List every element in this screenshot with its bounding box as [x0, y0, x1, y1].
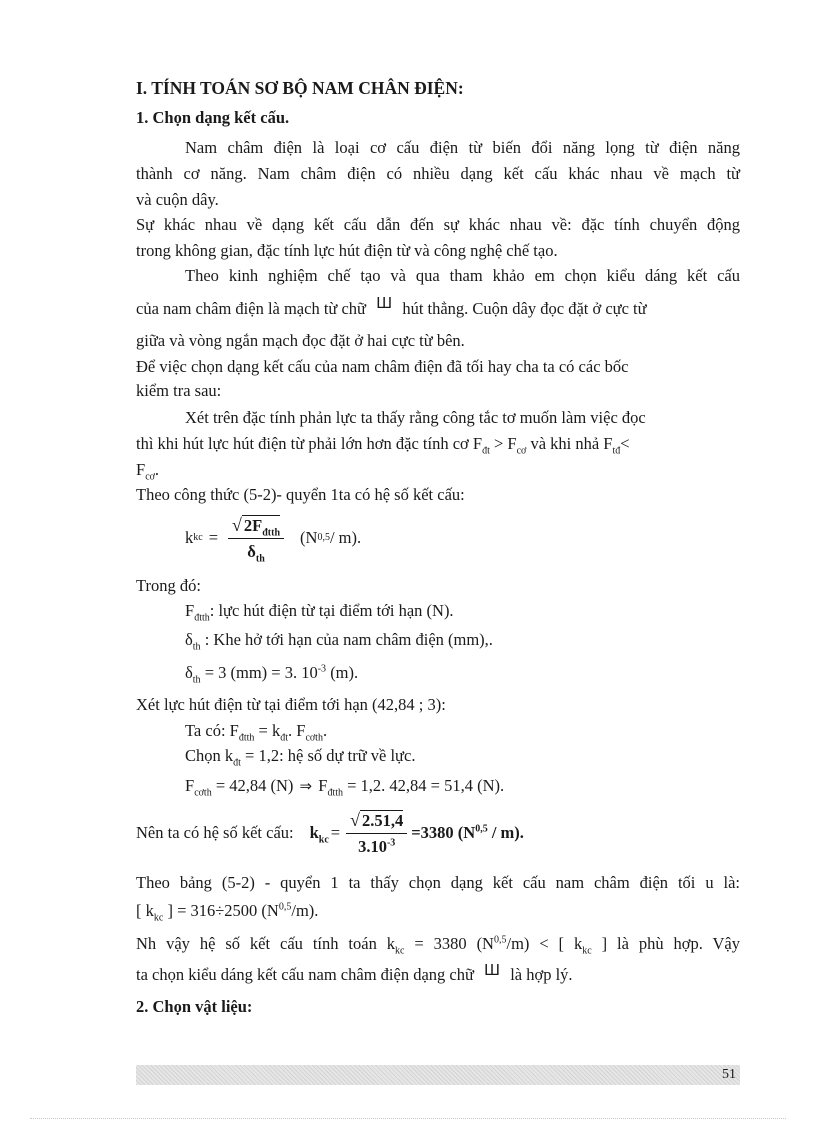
definition-line: $F_{đtth}$: lực hút điện từ tại điểm tới hạn (N).	[185, 601, 454, 624]
paragraph-line: Xét trên đặc tính phản lực ta thấy rằng công tắc tơ muốn làm việc đọc	[185, 408, 646, 427]
paragraph-line: của nam châm điện là mạch từ chữ Ш hút thẳng. Cuộn dây đọc đặt ở cực từ	[136, 294, 647, 318]
paragraph-line: Trong đó:	[136, 576, 201, 595]
paragraph-line: thành cơ năng. Nam châm điện có nhiều dạng kết cấu khác nhau về mạch từ	[136, 164, 740, 183]
paragraph-line: thì khi hút lực hút điện từ phải lớn hơn đặc tính cơ $F_{đt} > F_{cơ}$ và khi nhả $F_{tđ}<$	[136, 434, 630, 457]
paragraph-line: trong không gian, đặc tính lực hút điện từ và công nghệ chế tạo.	[136, 241, 558, 260]
paragraph-line: ta chọn kiểu dáng kết cấu nam châm điện dạng chữ Ш là hợp lý.	[136, 961, 573, 984]
formula-result: Nên ta có hệ số kết cấu: $k_{kc}$ = $\frac{√ 2.51,4}{3.10^{-3}}$ =3380 $(N^{0,5} / m)$.	[136, 809, 524, 856]
shape-glyph: Ш	[484, 961, 501, 979]
paragraph-line: Theo kinh nghiệm chế tạo và qua tham khảo em chọn kiểu dáng kết cấu	[185, 266, 740, 285]
paragraph-line: Sự khác nhau về dạng kết cấu dẫn đến sự khác nhau về: đặc tính chuyển động	[136, 215, 740, 234]
subsection-heading: 2. Chọn vật liệu:	[136, 997, 253, 1016]
equation-line: $F_{cơth} = 42,84$ (N) ⇒ $F_{đtth} = 1,2$. 42,84 = 51,4 (N).	[185, 776, 505, 799]
paragraph-line: Nam châm điện là loại cơ cấu điện từ biến đổi năng lọng từ điện năng	[185, 138, 740, 157]
paragraph-line: giữa và vòng ngắn mạch đọc đặt ở hai cực từ bên.	[136, 331, 465, 350]
paragraph-line: Xét lực hút điện từ tại điểm tới hạn (42,84 ; 3):	[136, 695, 446, 714]
formula-kkc: k kc = $\frac{√ 2F_{đtth}}{\delta_{th}}$ (N 0,5 / m).	[185, 514, 362, 564]
paragraph-line: [ $k_{kc}$ ] = 316÷2500 $(N^{0,5}/m)$.	[136, 901, 319, 924]
definition-line: $\delta_{th} = 3$ (mm) = 3. $10^{-3}$ (m).	[185, 663, 359, 686]
implies-arrow-icon: ⇒	[299, 777, 313, 795]
subsection-heading: 1. Chọn dạng kết cấu.	[136, 108, 290, 127]
paragraph-line: $F_{cơ}$.	[136, 460, 160, 483]
equation-line: Chọn $k_{đt} = 1,2$: hệ số dự trữ về lực.	[185, 746, 416, 769]
paragraph-line: kiểm tra sau:	[136, 381, 222, 400]
equation-line: Ta có: $F_{đtth} = k_{đt}$. $F_{cơth}$.	[185, 721, 328, 744]
section-heading: I. TÍNH TOÁN SƠ BỘ NAM CHÂN ĐIỆN:	[136, 78, 464, 98]
paragraph-line: Nh vậy hệ số kết cấu tính toán $k_{kc} = 3380$ $(N^{0,5}/m)$ < [ $k_{kc}$ ] là phù hợp. Vậy	[136, 934, 741, 957]
paragraph-line: Để việc chọn dạng kết cấu của nam châm điện đã tối hay cha ta có các bốc	[136, 357, 629, 376]
shape-glyph: Ш	[376, 294, 393, 312]
footer-dotted-rule	[30, 1118, 786, 1120]
page-number: 51	[722, 1067, 736, 1082]
paragraph-line: và cuộn dây.	[136, 190, 219, 209]
page-footer	[136, 1065, 740, 1085]
formula-fraction: $\frac{√ 2.51,4}{3.10^{-3}}$	[346, 809, 407, 858]
paragraph-line: Theo công thức (5-2)- quyển 1ta có hệ số kết cấu:	[136, 485, 465, 504]
definition-line: $\delta_{th}$ : Khe hở tới hạn của nam châm điện (mm),.	[185, 630, 493, 653]
formula-fraction: $\frac{√ 2F_{đtth}}{\delta_{th}}$	[228, 514, 284, 563]
paragraph-line: Theo bảng (5-2) - quyển 1 ta thấy chọn dạng kết cấu nam châm điện tối u là:	[136, 873, 740, 892]
